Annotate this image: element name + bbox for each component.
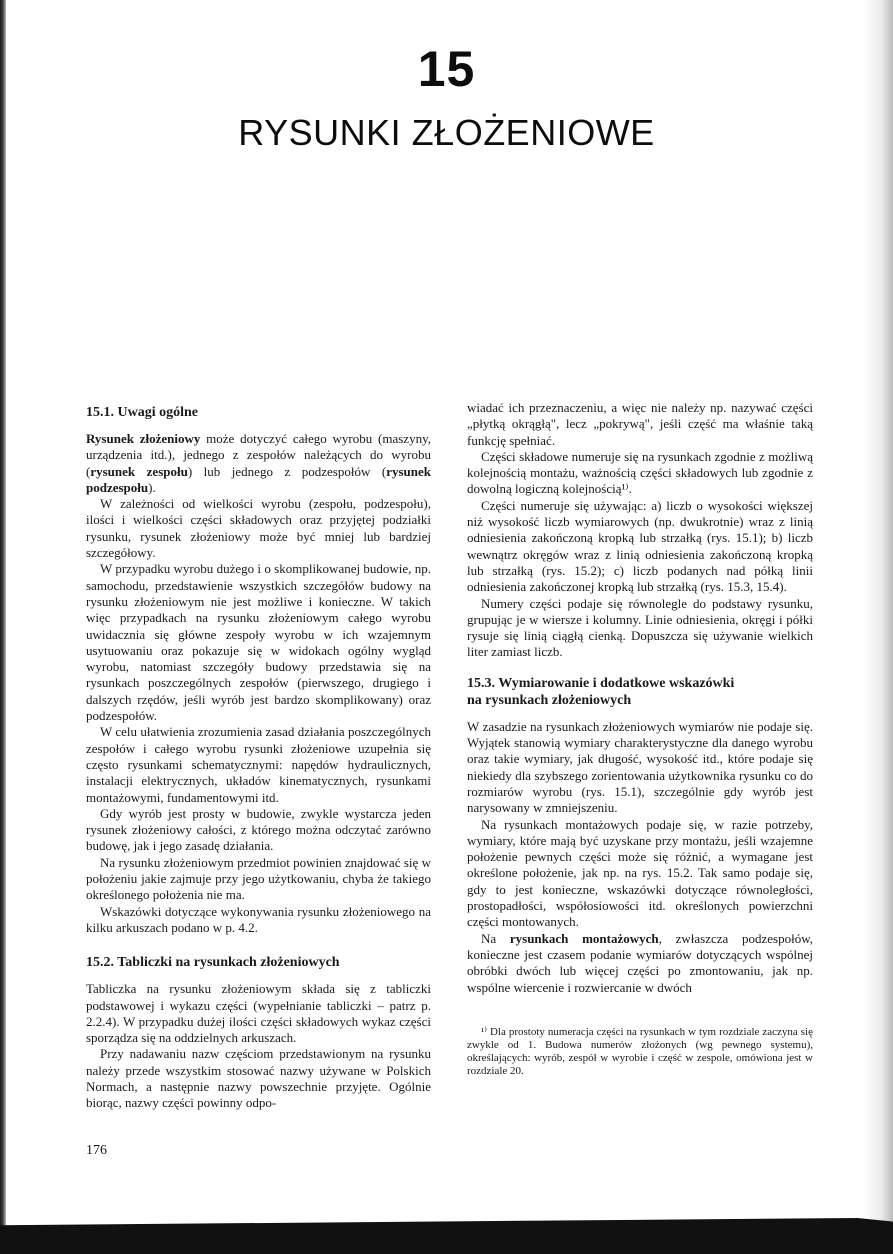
heading-line: na rysunkach złożeniowych [467, 692, 632, 708]
term: rysunek zespołu [90, 463, 188, 479]
paragraph: W zależności od wielkości wyrobu (zespołu, podzespołu), ilości i wielkości części składowych oraz przyjętej podziałki rysunku, rysunek złożeniowy może być mniej lub bardziej szczegółowy. [86, 496, 431, 561]
term: rysunek podzespołu [86, 463, 431, 495]
chapter-number: 15 [417, 41, 476, 97]
paragraph: W zasadzie na rysunkach złożeniowych wymiarów nie podaje się. Wyjątek stanowią wymiary charakterystyczne dla danego wyrobu oraz takie wymiary, jak długość, wysokość itd., które podaje się niekiedy dla szybszego zorientowania użytkownika rysunku co do rozmiarów wyrobu (rys. 15.1), szczególnie gdy wyrób jest narysowany w zmniejszeniu. [467, 718, 813, 816]
section-spacer [86, 936, 431, 950]
term: Rysunek złożeniowy [86, 431, 201, 446]
paragraph: wiadać ich przeznaczeniu, a więc nie należy np. nazywać części „płytką okrągłą", lecz „pokrywą", jeśli część ma właśnie taką funkcję spełniać. [467, 400, 813, 448]
paragraph: Przy nadawaniu nazw częściom przedstawionym na rysunku należy przede wszystkim stosować nazwy używane w Polskich Normach, a następnie nazwy powszechnie przyjęte. Ogólnie biorąc, nazwy części powinny odpo- [86, 1046, 431, 1111]
paragraph: Wskazówki dotyczące wykonywania rysunku złożeniowego na kilku arkuszach podano w p. 4.2. [86, 903, 431, 935]
term: rysunkach montażowych [509, 930, 659, 946]
text: może dotyczyć całego wyrobu (maszyny, urządzenia itd.), jednego z zespołów należących do wyrobu ( [86, 431, 431, 479]
chapter-title: RYSUNKI ZŁOŻENIOWE [238, 112, 655, 153]
paragraph: W celu ułatwienia zrozumienia zasad działania poszczególnych zespołów i całego wyrobu rysunki złożeniowe uzupełnia się często rysunkami schematycznymi: napędów hydraulicznych, instalacji elektrycznych, układów kinematycznych, rysunkami montażowymi, fundamentowymi itd. [86, 724, 431, 805]
text: ). [148, 479, 156, 495]
text: Na [481, 930, 510, 946]
section-heading-15-1: 15.1. Uwagi ogólne [86, 405, 198, 420]
paragraph: Na rysunku złożeniowym przedmiot powinien znajdować się w położeniu jakie zajmuje przy jego użytkowaniu, chyba że takiego określonego położenia nie ma. [86, 854, 431, 903]
binding-edge [0, 0, 6, 1254]
page-edge-shadow [863, 0, 893, 1254]
heading-line: 15.3. Wymiarowanie i dodatkowe wskazówki [467, 675, 735, 691]
paragraph: Na rysunkach montażowych podaje się, w razie potrzeby, wymiary, które mają być uzyskane przy montażu, jeśli wzajemne położenie pewnych części może się różnić, a wymagane jest określone położenie, jak np. na rys. 15.2. Tak samo podaje się, gdy to jest konieczne, wskazówki dotyczące równoległości, prostopadłości, współosiowości itd. określonych powierzchni części montowanych. [467, 816, 813, 930]
paragraph [86, 431, 431, 496]
paragraph: W przypadku wyrobu dużego i o skomplikowanej budowie, np. samochodu, przedstawienie wszystkich szczegółów budowy na rysunku złożeniowym nie jest możliwe i konieczne. W takich więc przypadkach na rysunku złożeniowym całego wyrobu uwidacznia się główne zespoły wyrobu w ich wzajemnym usytuowaniu oraz pokazuje się w widokach ogólny wygląd wyrobu, natomiast szczegóły budowy przedstawia się na rysunkach poszczególnych zespołów (pierwszego, drugiego i dalszych rzędów, jeśli wyrób jest bardzo skomplikowany) oraz podzespołów. [86, 561, 431, 724]
page-number: 176 [86, 1143, 107, 1158]
section-heading-15-3 [467, 675, 813, 709]
paragraph: Tabliczka na rysunku złożeniowym składa się z tabliczki podstawowej i wykazu części (wypełnianie tabliczki – patrz p. 2.2.4). W przypadku dużej ilości części składowych wykaz części sporządza się na oddzielnych arkuszach. [86, 981, 431, 1046]
paragraph: Gdy wyrób jest prosty w budowie, zwykle wystarcza jeden rysunek złożeniowy całości, z którego można odczytać zarówno budowę, jak i jego zasadę działania. [86, 805, 431, 854]
paragraph: Części numeruje się używając: a) liczb o wysokości większej niż wysokość liczb wymiarowych (np. dwukrotnie) wraz z linią odniesienia zakończoną kropką lub strzałką (rys. 15.1); b) liczb wewnątrz okręgów wraz z linią odniesienia zakończoną kropką lub strzałką (rys. 15.2); c) liczb podanych nad półką linii odniesienia zakończonej kropką lub strzałką (rys. 15.3, 15.4). [467, 497, 813, 595]
section-heading-15-2: 15.2. Tabliczki na rysunkach złożeniowych [86, 955, 340, 971]
paragraph: Części składowe numeruje się na rysunkach zgodnie z możliwą kolejnością montażu, ważnością części składowych lub zgodnie z dowolną logiczną kolejnością¹⁾. [467, 448, 813, 497]
paragraph: Numery części podaje się równolegle do podstawy rysunku, grupując je w wiersze i kolumny. Linie odniesienia, okręgi i półki rysuje się linią ciągłą cienką. Dopuszcza się używanie wielkich liter zamiast liczb. [467, 595, 813, 660]
footnote: ¹⁾ Dla prostoty numeracja części na rysunkach w tym rozdziale zaczyna się zwykle od 1. Budowa numerów złożonych (wg pewnego systemu), określających: wyrób, zespół w wyrobie i część w zespole, omówiona jest w rozdziale 20. [467, 1025, 813, 1077]
right-column [467, 400, 813, 1089]
paragraph [467, 931, 813, 996]
text: ) lub jednego z podzespołów ( [187, 463, 387, 479]
text: , zwłaszcza podzespołów, konieczne jest czasem podanie wymiarów dotyczących wspólnej obróbki dwóch lub więcej części po zmontowaniu, jak np. wspólne wiercenie i rozwiercanie w dwóch [467, 930, 813, 995]
left-column [86, 400, 431, 1112]
scan-bottom-edge [0, 1218, 893, 1254]
